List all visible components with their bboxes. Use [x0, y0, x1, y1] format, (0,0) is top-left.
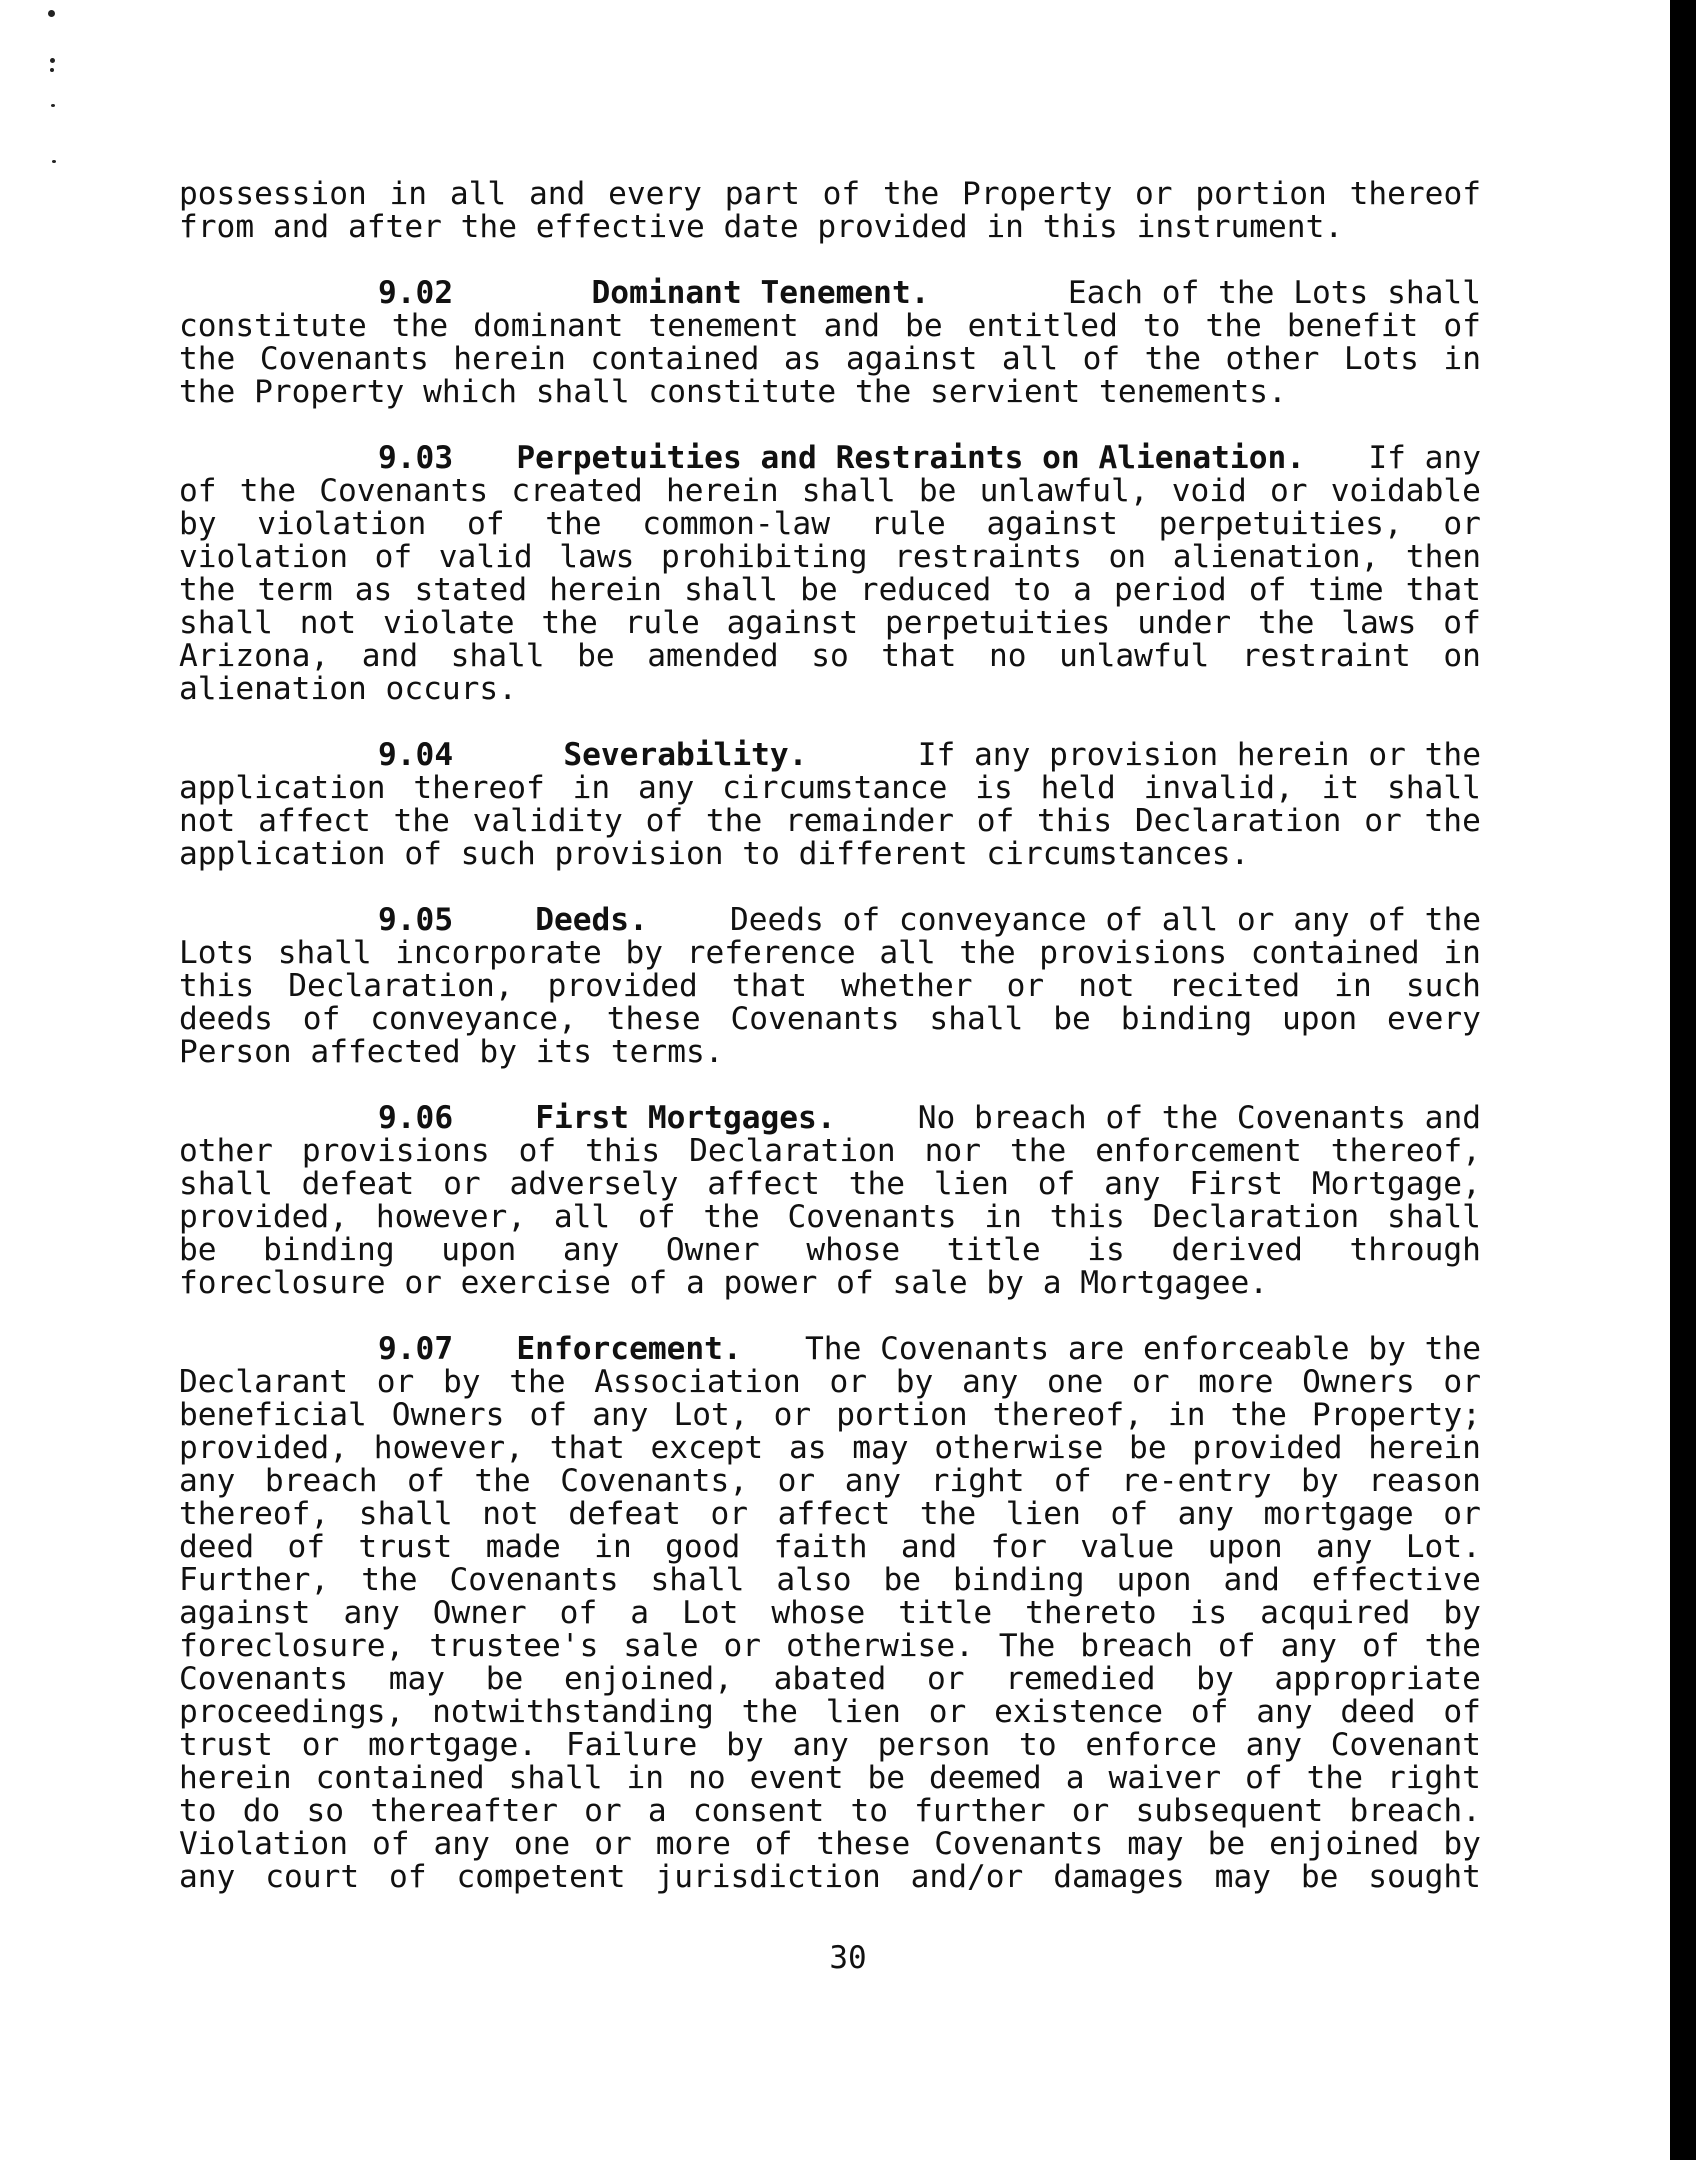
text-line: by violation of the common-law rule against perpetuities, or	[179, 508, 1481, 541]
text-line: from and after the effective date provided in this instrument.	[179, 211, 1344, 244]
section-first-line-text: Each of the Lots shall	[1067, 277, 1481, 310]
scan-speck	[51, 104, 55, 107]
section-heading: Enforcement.	[516, 1333, 742, 1366]
text-line: application thereof in any circumstance is held invalid, it shall	[179, 772, 1481, 805]
text-line: constitute the dominant tenement and be entitled to the benefit of	[179, 310, 1481, 343]
text-line: possession in all and every part of the Property or portion thereof	[179, 178, 1481, 211]
section-first-line	[179, 1102, 1481, 1135]
scan-edge-border	[1670, 0, 1696, 2160]
scan-speck	[50, 68, 54, 72]
text-line: any breach of the Covenants, or any right of re-entry by reason	[179, 1465, 1481, 1498]
page-number: 30	[829, 1940, 867, 1976]
section-number: 9.04	[378, 739, 454, 772]
text-line: the term as stated herein shall be reduced to a period of time that	[179, 574, 1481, 607]
section-first-line	[179, 1333, 1481, 1366]
section-paragraph	[179, 739, 1481, 871]
text-line: deed of trust made in good faith and for value upon any Lot.	[179, 1531, 1481, 1564]
text-line: herein contained shall in no event be deemed a waiver of the right	[179, 1762, 1481, 1795]
text-line: violation of valid laws prohibiting restraints on alienation, then	[179, 541, 1481, 574]
section-paragraph	[179, 904, 1481, 1069]
text-line: any court of competent jurisdiction and/or damages may be sought	[179, 1861, 1481, 1894]
text-line: against any Owner of a Lot whose title thereto is acquired by	[179, 1597, 1481, 1630]
section-heading: First Mortgages.	[535, 1102, 836, 1135]
section-first-line	[179, 739, 1481, 772]
text-line: Covenants may be enjoined, abated or remedied by appropriate	[179, 1663, 1481, 1696]
text-line: shall not violate the rule against perpetuities under the laws of	[179, 607, 1481, 640]
scan-speck	[52, 160, 56, 163]
text-line: deeds of conveyance, these Covenants shall be binding upon every	[179, 1003, 1481, 1036]
text-line: be binding upon any Owner whose title is derived through	[179, 1234, 1481, 1267]
text-line: Arizona, and shall be amended so that no unlawful restraint on	[179, 640, 1481, 673]
text-line: provided, however, all of the Covenants in this Declaration shall	[179, 1201, 1481, 1234]
text-line: application of such provision to different circumstances.	[179, 838, 1250, 871]
section-heading: Severability.	[563, 739, 808, 772]
section-number: 9.06	[378, 1102, 454, 1135]
section-paragraph	[179, 277, 1481, 409]
text-line: Declarant or by the Association or by any one or more Owners or	[179, 1366, 1481, 1399]
section-first-line-text: The Covenants are enforceable by the	[805, 1333, 1481, 1366]
section-first-line	[179, 277, 1481, 310]
text-line: other provisions of this Declaration nor the enforcement thereof,	[179, 1135, 1481, 1168]
text-line: to do so thereafter or a consent to further or subsequent breach.	[179, 1795, 1481, 1828]
text-line: of the Covenants created herein shall be unlawful, void or voidable	[179, 475, 1481, 508]
scan-speck	[48, 10, 55, 17]
section-first-line-text: Deeds of conveyance of all or any of the	[729, 904, 1481, 937]
section-first-line-text: If any	[1368, 442, 1481, 475]
section-number: 9.05	[378, 904, 454, 937]
section-number: 9.02	[378, 277, 454, 310]
text-line: this Declaration, provided that whether or not recited in such	[179, 970, 1481, 1003]
text-line: proceedings, notwithstanding the lien or existence of any deed of	[179, 1696, 1481, 1729]
text-line: Person affected by its terms.	[179, 1036, 724, 1069]
text-line: not affect the validity of the remainder of this Declaration or the	[179, 805, 1481, 838]
section-heading: Dominant Tenement.	[591, 277, 930, 310]
section-paragraph	[179, 442, 1481, 706]
section-first-line-text: No breach of the Covenants and	[917, 1102, 1481, 1135]
text-line: Further, the Covenants shall also be binding upon and effective	[179, 1564, 1481, 1597]
section-paragraph	[179, 1102, 1481, 1300]
text-line: shall defeat or adversely affect the lien of any First Mortgage,	[179, 1168, 1481, 1201]
section-number: 9.07	[378, 1333, 454, 1366]
section-paragraph	[179, 1333, 1481, 1894]
section-number: 9.03	[378, 442, 454, 475]
section-heading: Perpetuities and Restraints on Alienation.	[516, 442, 1306, 475]
text-line: foreclosure or exercise of a power of sale by a Mortgagee.	[179, 1267, 1269, 1300]
scan-speck	[50, 58, 55, 63]
section-first-line-text: If any provision herein or the	[917, 739, 1481, 772]
text-line: provided, however, that except as may otherwise be provided herein	[179, 1432, 1481, 1465]
text-line: the Covenants herein contained as against all of the other Lots in	[179, 343, 1481, 376]
text-line: thereof, shall not defeat or affect the lien of any mortgage or	[179, 1498, 1481, 1531]
text-line: beneficial Owners of any Lot, or portion thereof, in the Property;	[179, 1399, 1481, 1432]
text-line: Lots shall incorporate by reference all the provisions contained in	[179, 937, 1481, 970]
section-first-line	[179, 904, 1481, 937]
continuation-paragraph	[179, 178, 1481, 244]
text-line: Violation of any one or more of these Covenants may be enjoined by	[179, 1828, 1481, 1861]
text-line: alienation occurs.	[179, 673, 517, 706]
text-line: trust or mortgage. Failure by any person to enforce any Covenant	[179, 1729, 1481, 1762]
section-first-line	[179, 442, 1481, 475]
text-line: the Property which shall constitute the servient tenements.	[179, 376, 1287, 409]
document-body	[179, 178, 1481, 1927]
section-heading: Deeds.	[535, 904, 648, 937]
text-line: foreclosure, trustee's sale or otherwise. The breach of any of the	[179, 1630, 1481, 1663]
